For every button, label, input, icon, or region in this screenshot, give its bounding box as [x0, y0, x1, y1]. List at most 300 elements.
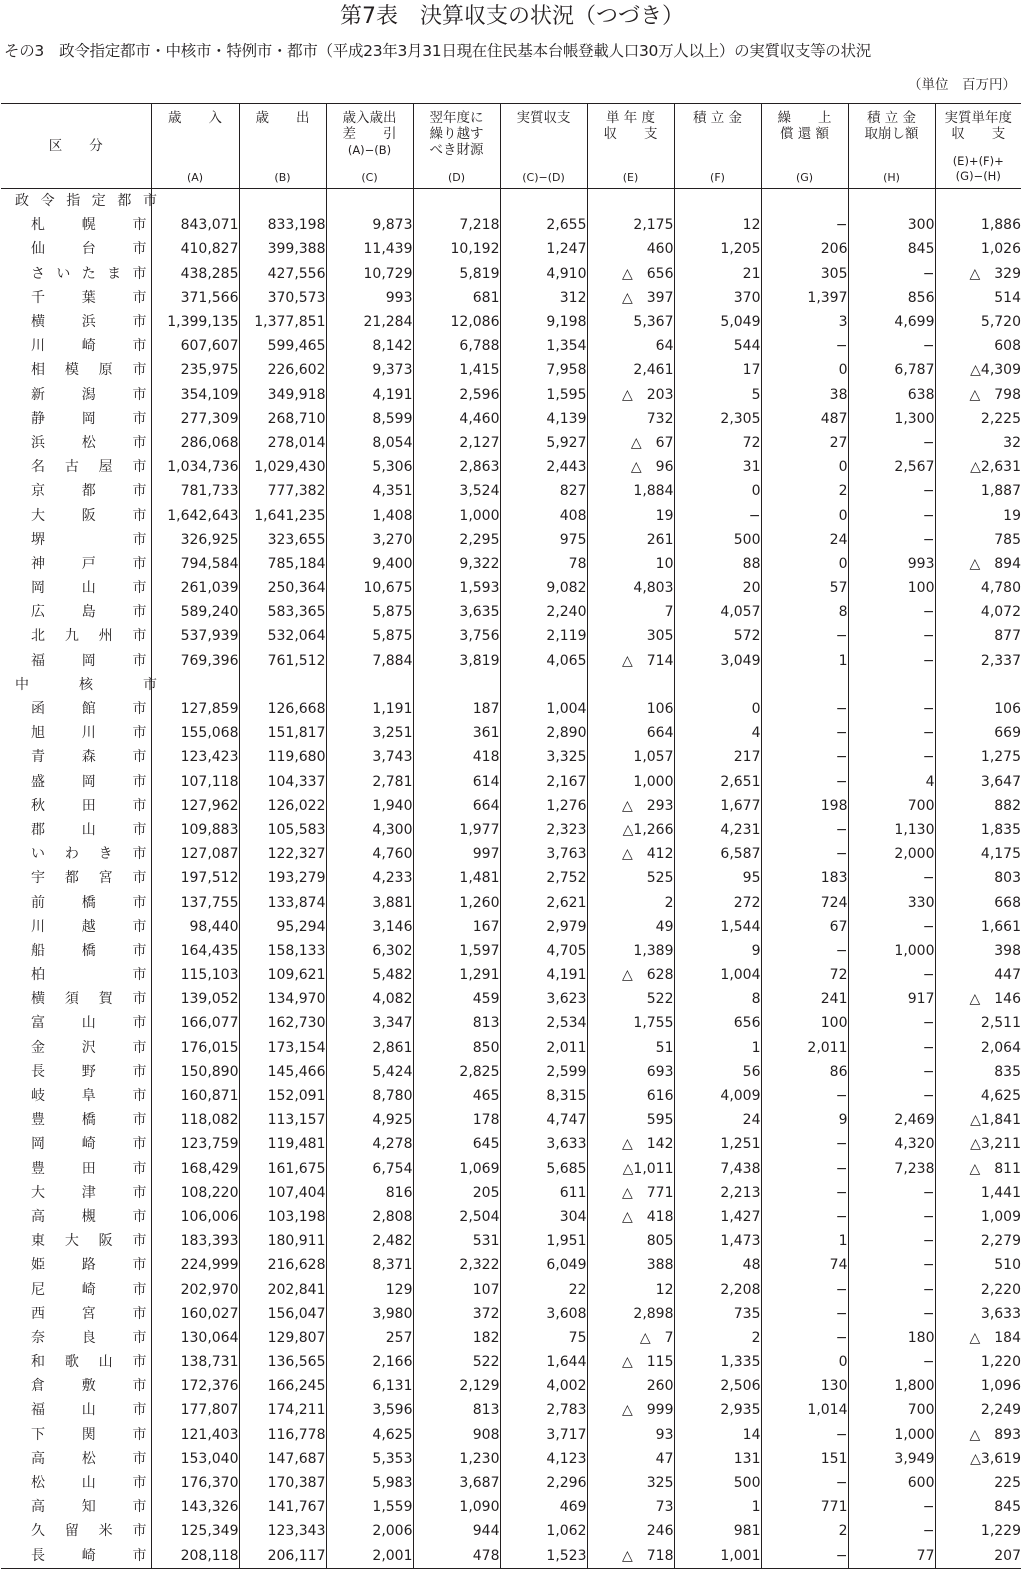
value-cell: 127,962: [151, 794, 239, 818]
value-cell: −: [761, 213, 848, 237]
value-cell: 3,146: [326, 915, 413, 939]
value-cell: △ 894: [935, 552, 1021, 576]
table-row: [1, 262, 1021, 286]
value-cell: 3,623: [500, 987, 587, 1011]
value-cell: 9,400: [326, 552, 413, 576]
value-cell: 108,220: [151, 1181, 239, 1205]
value-cell: 1,000: [587, 770, 674, 794]
value-cell: △ 893: [935, 1423, 1021, 1447]
value-cell: 11,439: [326, 237, 413, 261]
value-cell: 2,863: [413, 455, 500, 479]
value-cell: 0: [761, 1350, 848, 1374]
column-header-line: べき財源: [429, 142, 484, 158]
value-cell: 8: [761, 600, 848, 624]
empty-cell: [239, 673, 326, 697]
value-cell: 3,717: [500, 1423, 587, 1447]
value-cell: −: [848, 915, 935, 939]
value-cell: 3,819: [413, 649, 500, 673]
column-code: (E)+(F)+ (G)−(H): [952, 154, 1004, 183]
header-row: [1, 104, 1021, 189]
value-cell: −: [848, 697, 935, 721]
table-row: [1, 697, 1021, 721]
value-cell: 388: [587, 1253, 674, 1277]
value-cell: 589,240: [151, 600, 239, 624]
value-cell: 170,387: [239, 1471, 326, 1495]
value-cell: 8,599: [326, 407, 413, 431]
empty-cell: [761, 189, 848, 214]
value-cell: 116,778: [239, 1423, 326, 1447]
value-cell: 107,404: [239, 1181, 326, 1205]
value-cell: 724: [761, 890, 848, 914]
value-cell: 7,238: [848, 1157, 935, 1181]
value-cell: 145,466: [239, 1060, 326, 1084]
value-cell: 1,260: [413, 890, 500, 914]
value-cell: 614: [413, 770, 500, 794]
table-row: [1, 383, 1021, 407]
value-cell: 109,883: [151, 818, 239, 842]
value-cell: 354,109: [151, 383, 239, 407]
value-cell: 106: [935, 697, 1021, 721]
value-cell: 122,327: [239, 842, 326, 866]
value-cell: 1,481: [413, 866, 500, 890]
table-row: [1, 1398, 1021, 1422]
value-cell: 72: [674, 431, 761, 455]
city-name: 福 岡 市: [31, 652, 147, 669]
table-row: [1, 1471, 1021, 1495]
value-cell: −: [761, 1277, 848, 1301]
value-cell: 5,482: [326, 963, 413, 987]
value-cell: 611: [500, 1181, 587, 1205]
value-cell: 151: [761, 1447, 848, 1471]
empty-cell: [326, 673, 413, 697]
table-row: [1, 1374, 1021, 1398]
city-name: 名 古 屋 市: [31, 459, 147, 476]
value-cell: 693: [587, 1060, 674, 1084]
value-cell: 4,123: [500, 1447, 587, 1471]
value-cell: 6,302: [326, 939, 413, 963]
city-name: 西 宮 市: [31, 1305, 147, 1322]
value-cell: 107: [413, 1277, 500, 1301]
value-cell: 261: [587, 528, 674, 552]
value-cell: 1,335: [674, 1350, 761, 1374]
value-cell: 216,628: [239, 1253, 326, 1277]
city-name: 神 戸 市: [31, 555, 147, 572]
value-cell: −: [761, 842, 848, 866]
value-cell: 525: [587, 866, 674, 890]
value-cell: 6,754: [326, 1157, 413, 1181]
value-cell: 3,347: [326, 1011, 413, 1035]
value-cell: 305: [761, 262, 848, 286]
value-cell: 78: [500, 552, 587, 576]
value-cell: 877: [935, 624, 1021, 648]
value-cell: 595: [587, 1108, 674, 1132]
value-cell: 1,661: [935, 915, 1021, 939]
value-cell: 10,192: [413, 237, 500, 261]
value-cell: 4,233: [326, 866, 413, 890]
value-cell: 816: [326, 1181, 413, 1205]
city-name: 長 野 市: [31, 1063, 147, 1080]
table-row: [1, 600, 1021, 624]
value-cell: 2,119: [500, 624, 587, 648]
value-cell: 2,129: [413, 1374, 500, 1398]
empty-cell: [848, 673, 935, 697]
value-cell: 158,133: [239, 939, 326, 963]
value-cell: 827: [500, 479, 587, 503]
city-name: 豊 田 市: [31, 1160, 147, 1177]
value-cell: 1,427: [674, 1205, 761, 1229]
value-cell: △ 67: [587, 431, 674, 455]
value-cell: 20: [674, 576, 761, 600]
value-cell: 4,065: [500, 649, 587, 673]
value-cell: −: [761, 745, 848, 769]
value-cell: −: [761, 939, 848, 963]
city-name: 岡 崎 市: [31, 1136, 147, 1153]
value-cell: 0: [761, 552, 848, 576]
value-cell: 12: [674, 213, 761, 237]
value-cell: 325: [587, 1471, 674, 1495]
value-cell: 2,001: [326, 1544, 413, 1569]
empty-cell: [674, 189, 761, 214]
city-name: 長 崎 市: [1, 1544, 151, 1569]
table-row: [1, 1108, 1021, 1132]
table-row: [1, 455, 1021, 479]
value-cell: 735: [674, 1302, 761, 1326]
value-cell: △ 628: [587, 963, 674, 987]
column-header: [935, 104, 1021, 189]
value-cell: 8,054: [326, 431, 413, 455]
value-cell: 531: [413, 1229, 500, 1253]
value-cell: −: [848, 1495, 935, 1519]
empty-cell: [761, 673, 848, 697]
value-cell: 7,884: [326, 649, 413, 673]
value-cell: 22: [500, 1277, 587, 1301]
table-row: [1, 358, 1021, 382]
value-cell: 1,951: [500, 1229, 587, 1253]
city-name: 船 橋 市: [31, 942, 147, 959]
value-cell: 761,512: [239, 649, 326, 673]
value-cell: 1,090: [413, 1495, 500, 1519]
table-row: [1, 1350, 1021, 1374]
value-cell: 2,323: [500, 818, 587, 842]
value-cell: 75: [500, 1326, 587, 1350]
value-cell: 5,927: [500, 431, 587, 455]
value-cell: 193,279: [239, 866, 326, 890]
value-cell: 2,175: [587, 213, 674, 237]
value-cell: 24: [761, 528, 848, 552]
value-cell: 769,396: [151, 649, 239, 673]
table-row: [1, 503, 1021, 527]
empty-cell: [326, 189, 413, 214]
value-cell: △ 718: [587, 1544, 674, 1569]
value-cell: 225: [935, 1471, 1021, 1495]
value-cell: 459: [413, 987, 500, 1011]
value-cell: 794,584: [151, 552, 239, 576]
value-cell: 77: [848, 1544, 935, 1569]
value-cell: 2,295: [413, 528, 500, 552]
value-cell: 4,625: [935, 1084, 1021, 1108]
table-row: [1, 963, 1021, 987]
value-cell: 2,567: [848, 455, 935, 479]
value-cell: 882: [935, 794, 1021, 818]
value-cell: 5,819: [413, 262, 500, 286]
value-cell: 616: [587, 1084, 674, 1108]
value-cell: 813: [413, 1011, 500, 1035]
value-cell: 532,064: [239, 624, 326, 648]
table-row: [1, 528, 1021, 552]
value-cell: 12: [587, 1277, 674, 1301]
value-cell: 572: [674, 624, 761, 648]
value-cell: △ 771: [587, 1181, 674, 1205]
group-row: [1, 673, 1021, 697]
table-row: [1, 1495, 1021, 1519]
value-cell: 1,004: [674, 963, 761, 987]
empty-cell: [151, 189, 239, 214]
value-cell: 3,524: [413, 479, 500, 503]
table-row: [1, 1253, 1021, 1277]
value-cell: 1,275: [935, 745, 1021, 769]
value-cell: 2,064: [935, 1036, 1021, 1060]
value-cell: 8,315: [500, 1084, 587, 1108]
value-cell: 447: [935, 963, 1021, 987]
value-cell: 4,002: [500, 1374, 587, 1398]
value-cell: 1,009: [935, 1205, 1021, 1229]
value-cell: 51: [587, 1036, 674, 1060]
value-cell: 3,251: [326, 721, 413, 745]
column-code: (C): [361, 171, 378, 184]
value-cell: 2: [761, 1519, 848, 1543]
value-cell: 139,052: [151, 987, 239, 1011]
value-cell: 1,884: [587, 479, 674, 503]
value-cell: 105,583: [239, 818, 326, 842]
value-cell: −: [848, 1277, 935, 1301]
value-cell: 3,270: [326, 528, 413, 552]
value-cell: △ 7: [587, 1326, 674, 1350]
value-cell: 8,142: [326, 334, 413, 358]
value-cell: 2,006: [326, 1519, 413, 1543]
value-cell: 2,225: [935, 407, 1021, 431]
value-cell: 2,000: [848, 842, 935, 866]
value-cell: 638: [848, 383, 935, 407]
value-cell: −: [848, 600, 935, 624]
value-cell: 7: [587, 600, 674, 624]
column-code: (C)−(D): [522, 171, 565, 184]
value-cell: 127,859: [151, 697, 239, 721]
table-row: [1, 794, 1021, 818]
value-cell: 0: [674, 479, 761, 503]
value-cell: 5,424: [326, 1060, 413, 1084]
value-cell: 3,756: [413, 624, 500, 648]
value-cell: 8: [674, 987, 761, 1011]
value-cell: 4,139: [500, 407, 587, 431]
value-cell: 5,685: [500, 1157, 587, 1181]
value-cell: 260: [587, 1374, 674, 1398]
city-name: 岐 阜 市: [31, 1088, 147, 1105]
city-name: 久 留 米 市: [31, 1523, 147, 1540]
value-cell: −: [848, 963, 935, 987]
value-cell: 109,621: [239, 963, 326, 987]
value-cell: −: [761, 1132, 848, 1156]
value-cell: 176,370: [151, 1471, 239, 1495]
value-cell: 100: [848, 576, 935, 600]
value-cell: 944: [413, 1519, 500, 1543]
value-cell: △ 656: [587, 262, 674, 286]
table-row: [1, 1036, 1021, 1060]
value-cell: 198: [761, 794, 848, 818]
value-cell: 1,062: [500, 1519, 587, 1543]
value-cell: 286,068: [151, 431, 239, 455]
value-cell: 130,064: [151, 1326, 239, 1350]
value-cell: 4,072: [935, 600, 1021, 624]
value-cell: −: [848, 1350, 935, 1374]
value-cell: −: [761, 1423, 848, 1447]
value-cell: 3,647: [935, 770, 1021, 794]
column-header: [413, 104, 500, 189]
city-name: 川 崎 市: [31, 338, 147, 355]
value-cell: 300: [848, 213, 935, 237]
value-cell: 1,800: [848, 1374, 935, 1398]
value-cell: 1,595: [500, 383, 587, 407]
table-subtitle: その3 政令指定都市・中核市・特例市・都市（平成23年3月31日現在住民基本台帳登載人口30万人以上）の実質収支等の状況: [4, 42, 871, 60]
city-name: 下 関 市: [31, 1426, 147, 1443]
value-cell: 1: [674, 1036, 761, 1060]
value-cell: 241: [761, 987, 848, 1011]
value-cell: −: [761, 334, 848, 358]
value-cell: 537,939: [151, 624, 239, 648]
value-cell: 805: [587, 1229, 674, 1253]
value-cell: 155,068: [151, 721, 239, 745]
value-cell: △ 714: [587, 649, 674, 673]
table-body: [1, 189, 1021, 1569]
value-cell: △ 142: [587, 1132, 674, 1156]
table-row: [1, 866, 1021, 890]
value-cell: 246: [587, 1519, 674, 1543]
value-cell: 0: [674, 697, 761, 721]
value-cell: 152,091: [239, 1084, 326, 1108]
value-cell: 2,825: [413, 1060, 500, 1084]
value-cell: 398: [935, 939, 1021, 963]
empty-cell: [239, 189, 326, 214]
value-cell: 123,423: [151, 745, 239, 769]
value-cell: 500: [674, 528, 761, 552]
value-cell: 781,733: [151, 479, 239, 503]
value-cell: 1,291: [413, 963, 500, 987]
table-row: [1, 1277, 1021, 1301]
value-cell: 27: [761, 431, 848, 455]
table-row: [1, 770, 1021, 794]
empty-cell: [413, 673, 500, 697]
value-cell: 349,918: [239, 383, 326, 407]
column-header: [500, 104, 587, 189]
value-cell: 1,593: [413, 576, 500, 600]
group-name: 政 令 指 定 都 市: [15, 193, 157, 210]
value-cell: −: [761, 721, 848, 745]
value-cell: 21,284: [326, 310, 413, 334]
value-cell: 5,875: [326, 600, 413, 624]
value-cell: 166,245: [239, 1374, 326, 1398]
empty-cell: [587, 189, 674, 214]
value-cell: −: [848, 262, 935, 286]
column-header: [848, 104, 935, 189]
value-cell: −: [848, 479, 935, 503]
city-name: さ い た ま 市: [31, 265, 147, 282]
city-name: 秋 田 市: [31, 797, 147, 814]
value-cell: −: [761, 697, 848, 721]
city-name: 郡 山 市: [31, 821, 147, 838]
value-cell: 2,651: [674, 770, 761, 794]
value-cell: 1,473: [674, 1229, 761, 1253]
value-cell: 4,760: [326, 842, 413, 866]
value-cell: 2,898: [587, 1302, 674, 1326]
value-cell: 57: [761, 576, 848, 600]
value-cell: 4,082: [326, 987, 413, 1011]
value-cell: 785: [935, 528, 1021, 552]
value-cell: 323,655: [239, 528, 326, 552]
column-header: [761, 104, 848, 189]
value-cell: 14: [674, 1423, 761, 1447]
value-cell: 0: [761, 358, 848, 382]
value-cell: △1,841: [935, 1108, 1021, 1132]
value-cell: 465: [413, 1084, 500, 1108]
value-cell: 4: [674, 721, 761, 745]
column-header-line: 実質単年度: [944, 110, 1012, 126]
value-cell: 123,343: [239, 1519, 326, 1543]
value-cell: 2,534: [500, 1011, 587, 1035]
table-row: [1, 1011, 1021, 1035]
value-cell: −: [761, 1302, 848, 1326]
column-code: (H): [883, 171, 900, 184]
column-header-line: 積 立 金: [692, 110, 743, 126]
value-cell: 522: [413, 1350, 500, 1374]
value-cell: 48: [674, 1253, 761, 1277]
value-cell: 4,910: [500, 262, 587, 286]
city-name: 青 森 市: [31, 749, 147, 766]
city-name: 広 島 市: [31, 604, 147, 621]
value-cell: 138,731: [151, 1350, 239, 1374]
value-cell: 1,644: [500, 1350, 587, 1374]
value-cell: 180: [848, 1326, 935, 1350]
column-header-line: 収 支: [951, 126, 1006, 142]
value-cell: 6,787: [848, 358, 935, 382]
column-header-line: 取崩し額: [864, 126, 919, 142]
city-name: い わ き 市: [31, 846, 147, 863]
value-cell: 4,278: [326, 1132, 413, 1156]
city-name: 岡 山 市: [31, 580, 147, 597]
value-cell: 129: [326, 1277, 413, 1301]
value-cell: 9,373: [326, 358, 413, 382]
city-name: 豊 橋 市: [31, 1112, 147, 1129]
value-cell: 1,641,235: [239, 503, 326, 527]
value-cell: 1,755: [587, 1011, 674, 1035]
value-cell: 178: [413, 1108, 500, 1132]
value-cell: △1,266: [587, 818, 674, 842]
value-cell: 250,364: [239, 576, 326, 600]
table-row: [1, 1060, 1021, 1084]
value-cell: 312: [500, 286, 587, 310]
value-cell: 2,220: [935, 1277, 1021, 1301]
value-cell: 5,049: [674, 310, 761, 334]
value-cell: −: [761, 818, 848, 842]
value-cell: 4,191: [326, 383, 413, 407]
value-cell: △ 146: [935, 987, 1021, 1011]
value-cell: −: [848, 1011, 935, 1035]
value-cell: 1,276: [500, 794, 587, 818]
value-cell: 681: [413, 286, 500, 310]
value-cell: 664: [587, 721, 674, 745]
value-cell: 125,349: [151, 1519, 239, 1543]
value-cell: −: [848, 866, 935, 890]
value-cell: 38: [761, 383, 848, 407]
value-cell: 1,014: [761, 1398, 848, 1422]
